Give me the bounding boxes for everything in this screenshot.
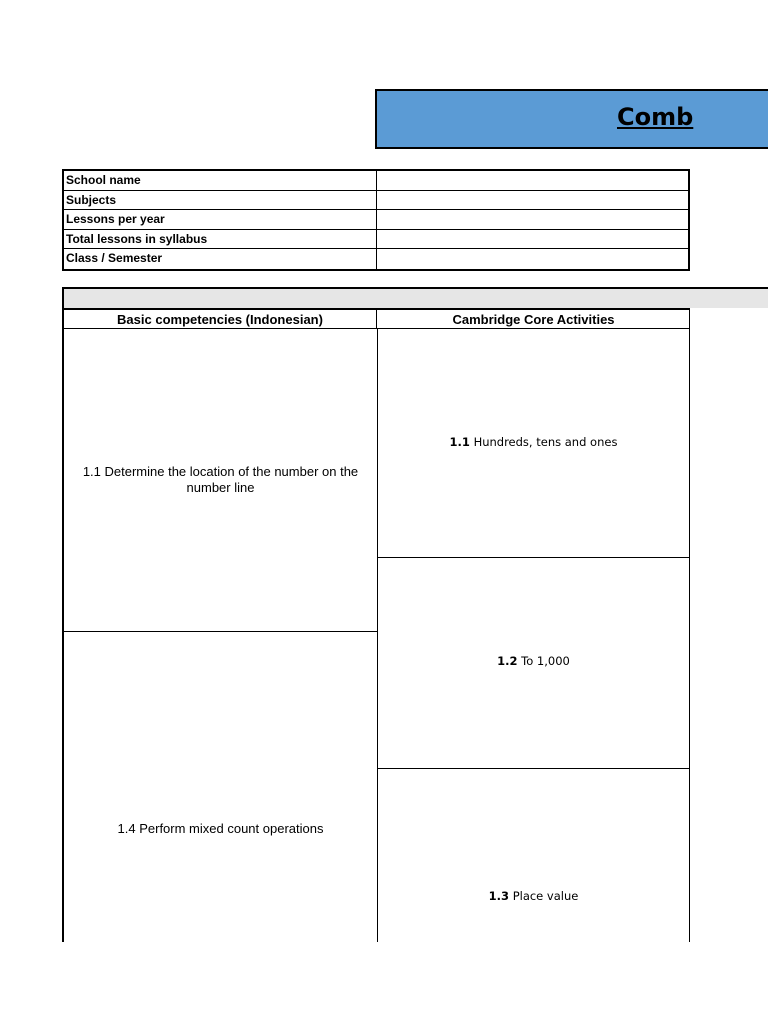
row-divider [64,631,377,632]
header-cambridge-activities: Cambridge Core Activities [377,308,690,329]
info-value[interactable] [377,210,688,229]
activity-cell [377,435,690,449]
info-value[interactable] [377,230,688,249]
info-row-subjects [64,191,688,211]
header-basic-competencies: Basic competencies (Indonesian) [64,308,377,329]
activity-title: To 1,000 [521,654,570,668]
info-table [62,169,690,271]
activity-number: 1.3 [488,889,510,903]
info-row-lessons-per-year [64,210,688,230]
activity-title: Hundreds, tens and ones [473,435,618,449]
info-row-class-semester [64,249,688,269]
info-label: Total lessons in syllabus [64,230,377,249]
row-divider [377,768,690,769]
section-band [62,287,768,308]
competency-cell: 1.4 Perform mixed count operations [117,821,324,836]
activity-cell [377,654,690,668]
competency-cell: 1.1 Determine the location of the number on the number line [82,464,359,495]
activity-title: Place value [512,889,579,903]
activity-number: 1.1 [449,435,470,449]
activity-number: 1.2 [497,654,518,668]
info-row-school-name [64,171,688,191]
activity-cell [377,889,690,903]
info-label: School name [64,171,377,190]
title-banner [375,89,768,149]
info-value[interactable] [377,249,688,269]
info-row-total-lessons [64,230,688,250]
info-label: Lessons per year [64,210,377,229]
info-value[interactable] [377,191,688,210]
info-label: Subjects [64,191,377,210]
page-title: Comb [617,103,694,131]
competency-table [62,308,690,942]
column-divider [377,329,378,942]
info-label: Class / Semester [64,249,377,269]
info-value[interactable] [377,171,688,190]
row-divider [377,557,690,558]
